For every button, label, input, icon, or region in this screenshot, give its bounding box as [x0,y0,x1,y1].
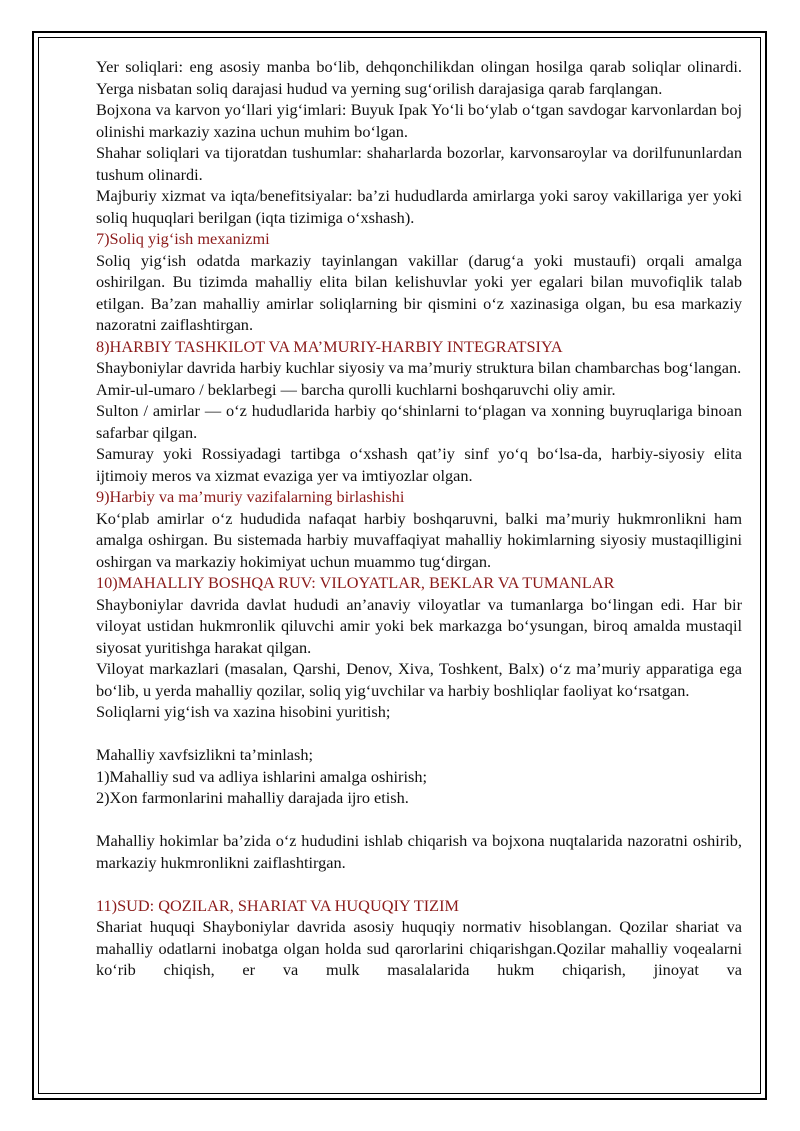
section-heading: 11)SUD: QOZILAR, SHARIAT VA HUQUQIY TIZIM [96,895,460,915]
document-body [96,56,742,1002]
paragraph: Yer soliqlari: eng asosiy manba bo‘lib, dehqonchilikdan olingan hosilga qarab soliqlar olinardi. Yerga nisbatan soliq darajasi hudud va yerning sug‘orilish darajasiga qarab farqlangan. [96,57,742,98]
paragraph: Ko‘plab amirlar o‘z hududida nafaqat harbiy boshqaruvni, balki ma’muriy hukmronlikni ham amalga oshirgan. Bu sistemada harbiy muvaffaqiyat mahalliy hokimlarning siyosiy mustaqilligini oshirgan va markaziy hokimiyat uchun muammo tug‘dirgan. [96,508,742,571]
blank-line [96,873,742,895]
section-heading: 8)HARBIY TASHKILOT VA MA’MURIY-HARBIY INTEGRATSIYA [96,336,563,356]
section-heading: 9)Harbiy va ma’muriy vazifalarning birlashishi [96,487,405,506]
paragraph: Shayboniylar davrida davlat hududi an’anaviy viloyatlar va tumanlarga bo‘lingan edi. Har bir viloyat ustidan hukmronlik qiluvchi amir yoki bek markazga bo‘ysungan, biroq amalda mustaqil siyosat yuritishga harakat qilgan. [96,594,742,657]
section-heading: 7)Soliq yig‘ish mexanizmi [96,229,270,248]
paragraph: Viloyat markazlari (masalan, Qarshi, Denov, Xiva, Toshkent, Balx) o‘z ma’muriy apparatiga ega bo‘lib, u yerda mahalliy qozilar, soliq yig‘uvchilar va harbiy boshliqlar faoliyat ko‘rsatgan. [96,659,742,700]
paragraph: 2)Xon farmonlarini mahalliy darajada ijro etish. [96,788,409,807]
paragraph: Shariat huquqi Shayboniylar davrida asosiy huquqiy normativ hisoblangan. Qozilar shariat va mahalliy odatlarni inobatga olgan holda sud qarorlarini chiqarishgan.Qozilar mahalliy voqealarni ko‘rib chiqish, er va mulk masalalarida hukm chiqarish, jinoyat va [96,917,742,979]
paragraph: Shahar soliqlari va tijoratdan tushumlar: shaharlarda bozorlar, karvonsaroylar va dorilfununlardan tushum olinardi. [96,143,742,184]
paragraph: Majburiy xizmat va iqta/benefitsiyalar: ba’zi hududlarda amirlarga yoki saroy vakillariga yer yoki soliq huquqlari berilgan (iqta tizimiga o‘xshash). [96,186,742,227]
blank-line [96,723,742,745]
paragraph: 1)Mahalliy sud va adliya ishlarini amalga oshirish; [96,766,427,786]
paragraph: Sulton / amirlar — o‘z hududlarida harbiy qo‘shinlarni to‘plagan va xonning buyruqlariga binoan safarbar qilgan. [96,401,742,442]
paragraph: Bojxona va karvon yo‘llari yig‘imlari: Buyuk Ipak Yo‘li bo‘ylab o‘tgan savdogar karvonlardan boj olinishi markaziy xazina uchun muhim bo‘lgan. [96,100,742,141]
paragraph: Mahalliy hokimlar ba’zida o‘z hududini ishlab chiqarish va bojxona nuqtalarida nazoratni oshirib, markaziy hukmronlikni zaiflashtirgan. [96,831,742,872]
paragraph: Mahalliy xavfsizlikni ta’minlash; [96,745,314,764]
blank-line [96,809,742,831]
paragraph: Shayboniylar davrida harbiy kuchlar siyosiy va ma’muriy struktura bilan chambarchas bog‘langan. [96,358,742,377]
paragraph: Samuray yoki Rossiyadagi tartibga o‘xshash qat’iy sinf yo‘q bo‘lsa-da, harbiy-siyosiy elita ijtimoiy meros va xizmat evaziga yer va imtiyozlar olgan. [96,444,742,485]
paragraph: Amir-ul-umaro / beklarbegi — barcha qurolli kuchlarni boshqaruvchi oliy amir. [96,379,616,399]
paragraph: Soliqlarni yig‘ish va xazina hisobini yuritish; [96,702,391,721]
paragraph: Soliq yig‘ish odatda markaziy tayinlangan vakillar (darug‘a yoki mustaufi) orqali amalga oshirilgan. Bu tizimda mahalliy elita bilan kelishuvlar yoki yer egalari bilan muvofiqlik talab etilgan. Ba’zan mahalliy amirlar soliqlarning bir qismini o‘z xazinasiga olgan, bu esa markaziy nazoratni zaiflashtirgan. [96,250,742,334]
section-heading: 10)MAHALLIY BOSHQA RUV: VILOYATLAR, BEKLAR VA TUMANLAR [96,573,615,592]
